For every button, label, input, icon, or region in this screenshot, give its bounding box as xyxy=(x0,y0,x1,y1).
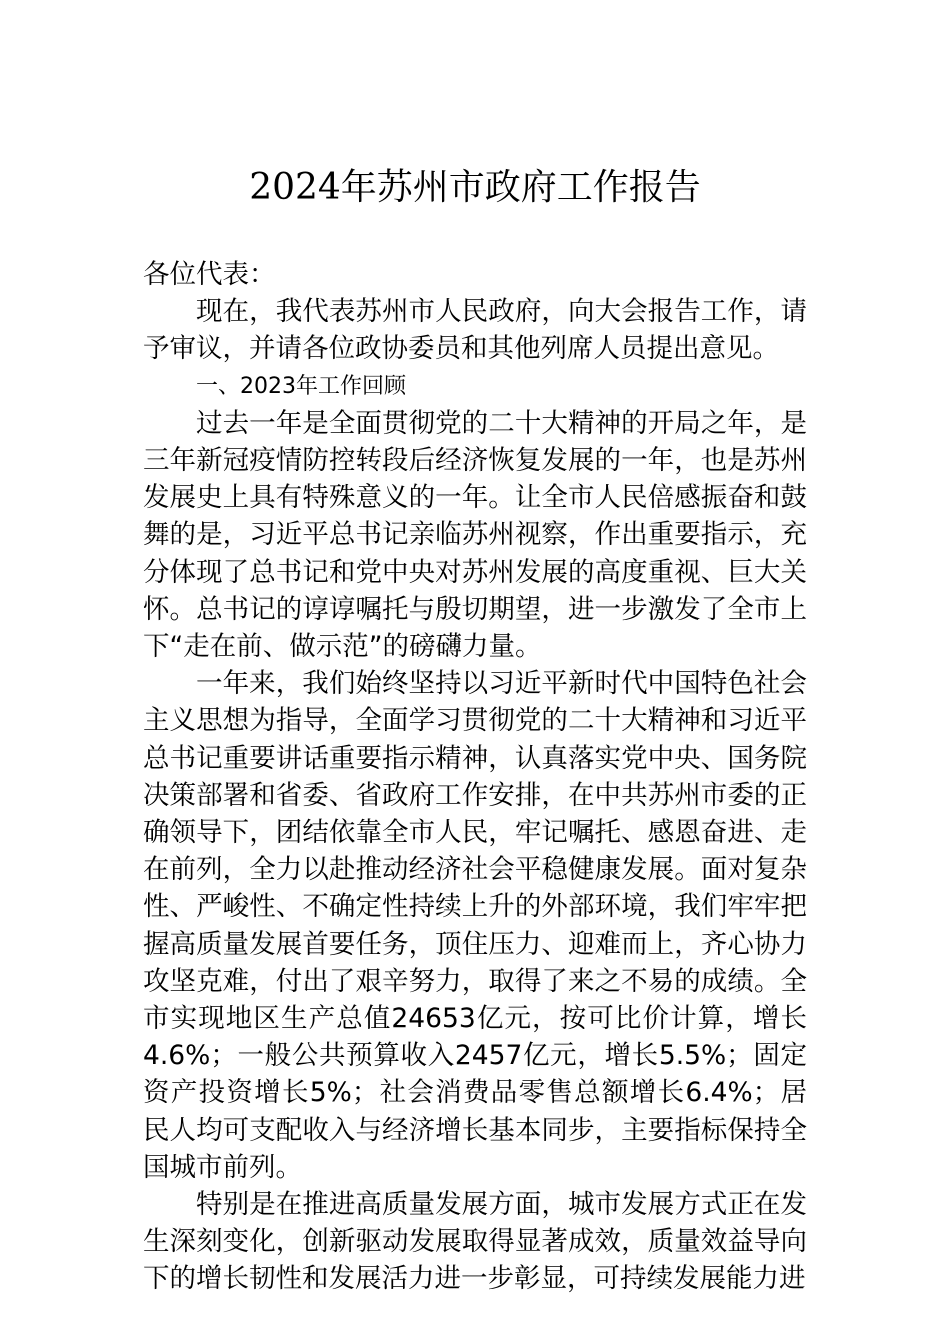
paragraph-3: 特别是在推进高质量发展方面，城市发展方式正在发生深刻变化，创新驱动发展取得显著成效，质量效益导向下的增长韧性和发展活力进一步彰显，可持续发展能力进 xyxy=(143,1189,807,1295)
paragraph-2: 一年来，我们始终坚持以习近平新时代中国特色社会主义思想为指导，全面学习贯彻党的二十大精神和习近平总书记重要讲话重要指示精神，认真落实党中央、国务院决策部署和省委、省政府工作安排，在中共苏州市委的正确领导下，团结依靠全市人民，牢记嘱托、感恩奋进、走在前列，全力以赴推动经济社会平稳健康发展。面对复杂性、严峻性、不确定性持续上升的外部环境，我们牢牢把握高质量发展首要任务，顶住压力、迎难而上，齐心协力攻坚克难，付出了艰辛努力，取得了来之不易的成绩。全市实现地区生产总值24653亿元，按可比价计算，增长4.6%；一般公共预算收入2457亿元，增长5.5%；固定资产投资增长5%；社会消费品零售总额增长6.4%；居民人均可支配收入与经济增长基本同步，主要指标保持全国城市前列。 xyxy=(143,668,807,1183)
intro-paragraph: 现在，我代表苏州市人民政府，向大会报告工作，请予审议，并请各位政协委员和其他列席人员提出意见。 xyxy=(143,296,807,365)
document-body xyxy=(143,256,807,1298)
document-title: 2024年苏州市政府工作报告 xyxy=(249,167,701,208)
section-heading: 一、2023年工作回顾 xyxy=(196,373,406,399)
paragraph-1: 过去一年是全面贯彻党的二十大精神的开局之年，是三年新冠疫情防控转段后经济恢复发展的一年，也是苏州发展史上具有特殊意义的一年。让全市人民倍感振奋和鼓舞的是，习近平总书记亲临苏州视察，作出重要指示，充分体现了总书记和党中央对苏州发展的高度重视、巨大关怀。总书记的谆谆嘱托与殷切期望，进一步激发了全市上下“走在前、做示范”的磅礴力量。 xyxy=(143,407,807,663)
salutation: 各位代表： xyxy=(143,259,276,290)
